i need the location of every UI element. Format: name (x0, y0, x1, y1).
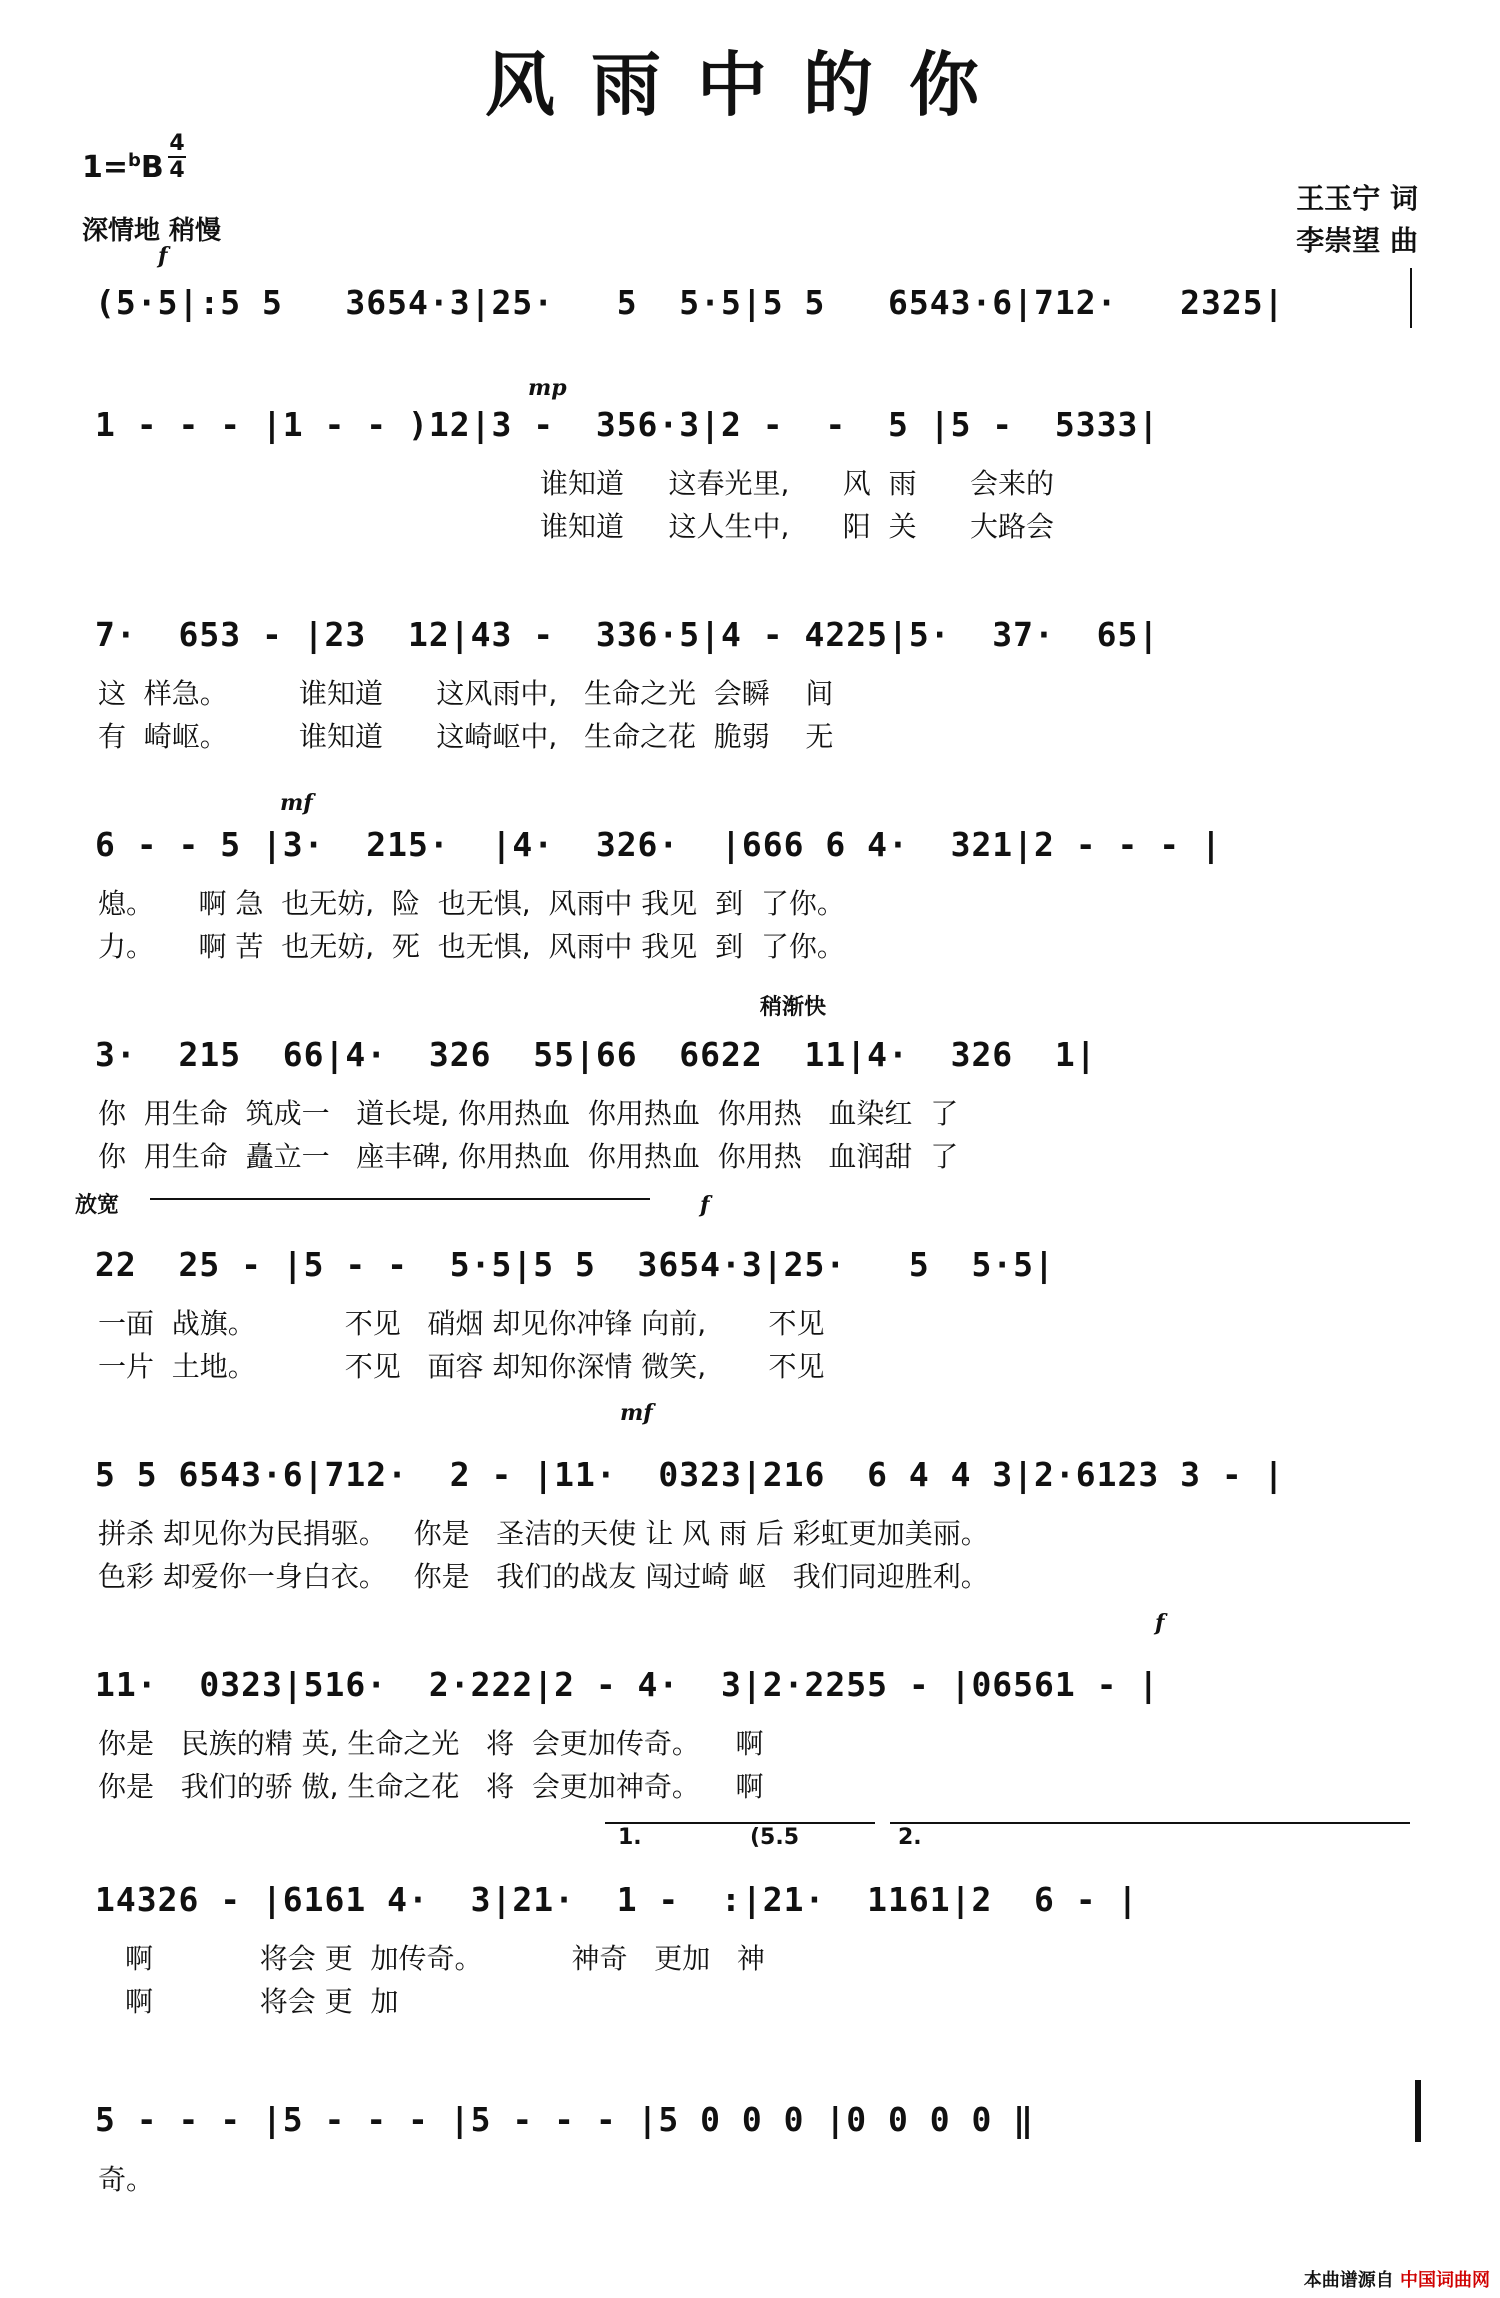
composer: 李崇望 曲 (1296, 224, 1418, 257)
lyric-3-verse-2: 有 崎岖。 谁知道 这崎岖中, 生命之花 脆弱 无 (98, 720, 834, 753)
key-prefix: 1= (82, 150, 129, 185)
lyric-9-verse-1: 啊 将会 更 加传奇。 神奇 更加 神 (125, 1942, 765, 1975)
footer-source (1304, 2266, 1490, 2292)
lyricist: 王玉宁 词 (1296, 182, 1418, 215)
tempo-marking: 深情地 稍慢 (82, 216, 222, 246)
song-title: 风雨中的你 (485, 43, 1015, 126)
time-signature (168, 132, 186, 182)
lyric-5-verse-1: 你 用生命 筑成一 道长堤, 你用热血 你用热血 你用热 血染红 了 (98, 1097, 959, 1130)
key-flat: b (128, 150, 141, 171)
dynamic-f-2: f (700, 1192, 710, 1218)
lyric-3-verse-1: 这 样急。 谁知道 这风雨中, 生命之光 会瞬 间 (98, 677, 834, 710)
volta-1: 1. (618, 1825, 642, 1850)
time-denominator: 4 (169, 158, 185, 184)
notation-line-2: 1 - - - |1 - - )12|3 - 356·3|2 - - 5 |5 - 5333| (95, 405, 1160, 444)
notation-line-6: 22 25 - |5 - - 5·5|5 5 3654·3|25· 5 5·5| (95, 1245, 1055, 1284)
dynamic-f-3: f (1155, 1610, 1165, 1636)
credits (1296, 178, 1418, 262)
lyric-2-verse-2: 谁知道 这人生中, 阳 关 大路会 (540, 510, 1055, 543)
dynamic-mp: mp (528, 375, 567, 401)
key-signature (82, 150, 164, 185)
notation-line-5: 3· 215 66|4· 326 55|66 6622 11|4· 326 1| (95, 1035, 1097, 1074)
tempo-broaden: 放宽 (75, 1193, 120, 1218)
lyric-7-verse-1: 拼杀 却见你为民捐驱。 你是 圣洁的天使 让 风 雨 后 彩虹更加美丽。 (98, 1517, 989, 1550)
tempo-accelerando: 稍渐快 (760, 995, 827, 1020)
key-note: B (140, 150, 164, 185)
notation-line-3: 7· 653 - |23 12|43 - 336·5|4 - 4225|5· 37· 65| (95, 615, 1160, 654)
lyric-6-verse-2: 一片 土地。 不见 面容 却知你深情 微笑, 不见 (98, 1350, 825, 1383)
dynamic-mf: mf (280, 790, 313, 816)
lyric-5-verse-2: 你 用生命 矗立一 座丰碑, 你用热血 你用热血 你用热 血润甜 了 (98, 1140, 959, 1173)
notation-line-7: 5 5 6543·6|712· 2 - |11· 0323|216 6 4 4 3|2·6123 3 - | (95, 1455, 1285, 1494)
notation-line-4: 6 - - 5 |3· 215· |4· 326· |666 6 4· 321|2 - - - | (95, 825, 1222, 864)
lyric-8-verse-2: 你是 我们的骄 傲, 生命之花 将 会更加神奇。 啊 (98, 1770, 764, 1803)
notation-line-9: 14326 - |6161 4· 3|21· 1 - :|21· 1161|2 6 - | (95, 1880, 1139, 1919)
dynamic-mf-2: mf (620, 1400, 653, 1426)
lyric-10-verse-1: 奇。 (98, 2163, 155, 2196)
lyric-7-verse-2: 色彩 却爱你一身白衣。 你是 我们的战友 闯过崎 岖 我们同迎胜利。 (98, 1560, 989, 1593)
notation-line-10: 5 - - - |5 - - - |5 - - - |5 0 0 0 |0 0 0 0 ‖ (95, 2100, 1035, 2139)
lyric-8-verse-1: 你是 民族的精 英, 生命之光 将 会更加传奇。 啊 (98, 1727, 764, 1760)
lyric-4-verse-2: 力。 啊 苦 也无妨, 死 也无惧, 风雨中 我见 到 了你。 (98, 930, 845, 963)
volta-1-pickup: (5.5 (750, 1825, 800, 1850)
lyric-6-verse-1: 一面 战旗。 不见 硝烟 却见你冲锋 向前, 不见 (98, 1307, 825, 1340)
lyric-9-verse-2: 啊 将会 更 加 (125, 1985, 399, 2018)
notation-line-8: 11· 0323|516· 2·222|2 - 4· 3|2·2255 - |06561 - | (95, 1665, 1160, 1704)
lyric-2-verse-1: 谁知道 这春光里, 风 雨 会来的 (540, 467, 1055, 500)
lyric-4-verse-1: 熄。 啊 急 也无妨, 险 也无惧, 风雨中 我见 到 了你。 (98, 887, 845, 920)
footer-site-link[interactable]: 中国词曲网 (1400, 2270, 1490, 2291)
dynamic-f: f (158, 243, 168, 269)
notation-line-1: (5·5|:5 5 3654·3|25· 5 5·5|5 5 6543·6|712· 2325| (95, 283, 1285, 322)
footer-label: 本曲谱源自 (1303, 2270, 1394, 2291)
time-numerator: 4 (169, 131, 185, 156)
volta-2: 2. (898, 1825, 922, 1850)
